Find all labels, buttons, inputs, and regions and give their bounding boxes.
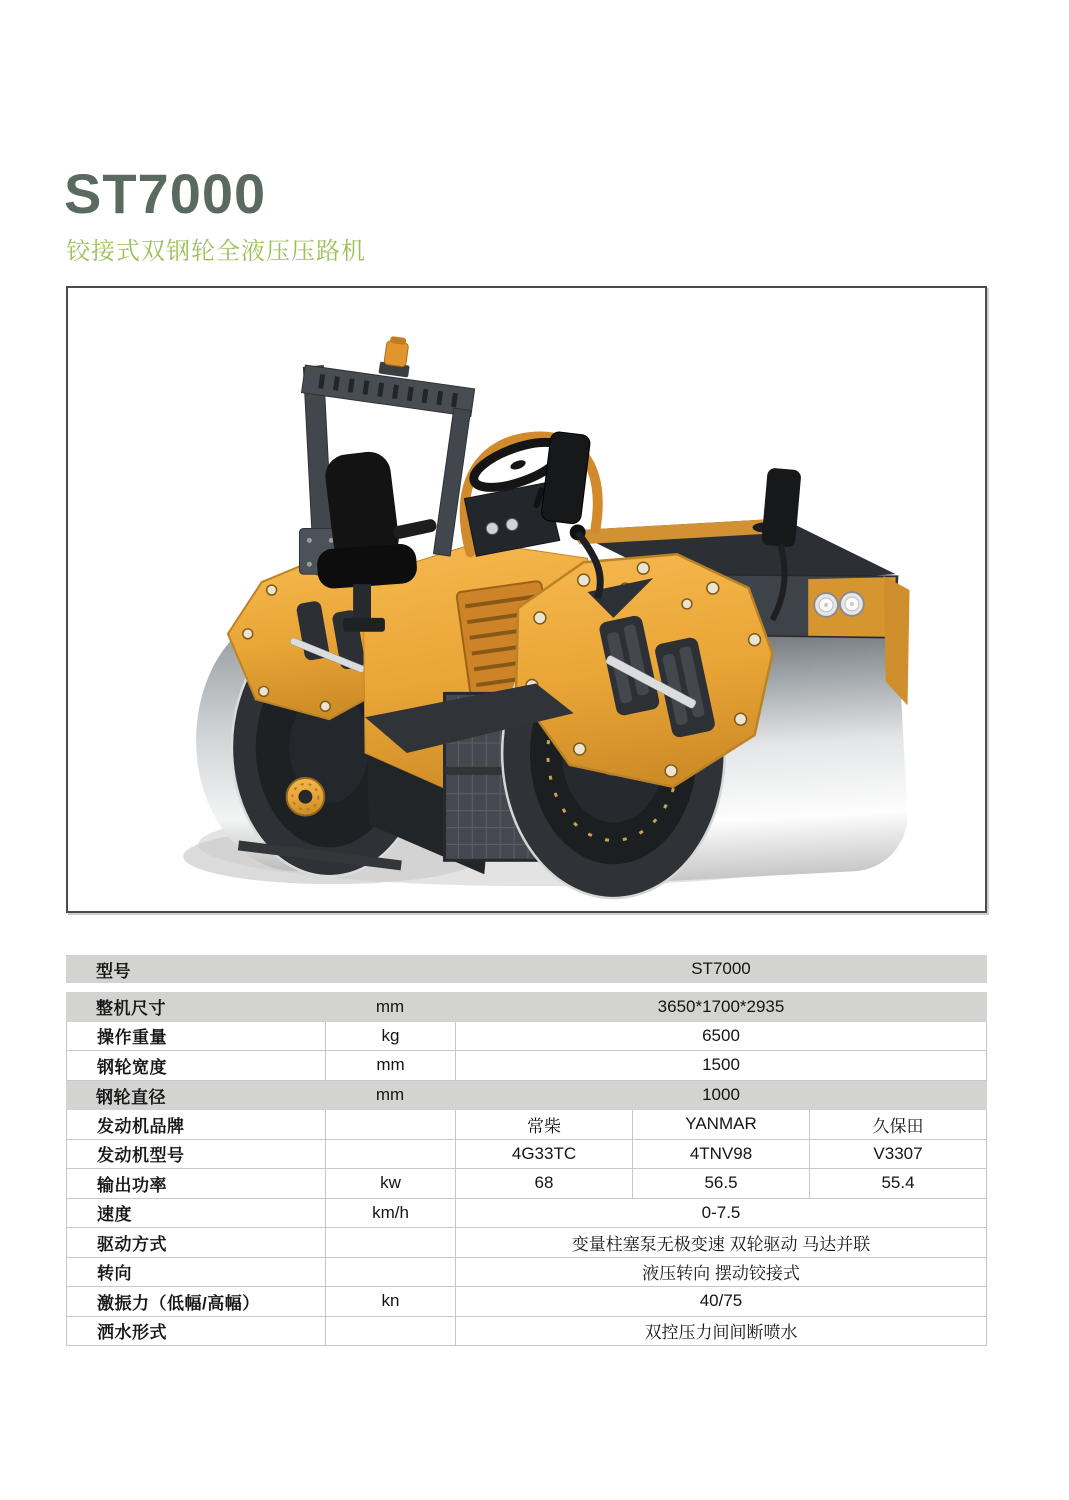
spec-value: 0-7.5 [701,1202,741,1222]
spec-value: 液压转向 摆动铰接式 [642,1264,800,1284]
spec-row-speed [66,1199,987,1229]
spec-label: 钢轮宽度 [67,1051,326,1080]
spec-label: 发动机型号 [67,1140,326,1169]
spec-value-option-2: 56.5 [633,1169,810,1198]
spec-value-option-3: 55.4 [881,1173,915,1193]
spec-value-option-3: 久保田 [872,1116,924,1136]
spec-unit [326,1140,456,1169]
spec-unit [326,1110,456,1139]
spec-unit [325,955,455,983]
spec-row-drum-width [66,1051,987,1081]
spec-value-option-2: YANMAR [633,1110,810,1139]
spec-value-option-1: 4G33TC [456,1140,633,1169]
beacon-light [384,340,409,367]
road-roller-illustration [68,288,985,911]
spec-unit: mm [375,1085,405,1105]
table-gap [66,983,987,992]
spec-value-option-2: 4TNV98 [633,1140,810,1169]
spec-value-option-1: 68 [456,1169,633,1198]
spec-value: 1500 [702,1055,740,1075]
spec-value-option-1: 常柴 [456,1110,633,1139]
spec-unit [326,1317,456,1346]
seat-cushion [316,543,418,590]
spec-label: 洒水形式 [67,1317,326,1346]
spec-unit: km/h [326,1199,456,1228]
spec-value: ST7000 [691,959,751,978]
spec-table [66,955,987,1346]
spec-label: 整机尺寸 [96,999,166,1019]
spec-value: 6500 [702,1025,740,1045]
spec-row-exciting-force [66,1287,987,1317]
spec-label: 速度 [67,1199,326,1228]
spec-unit [326,1228,456,1257]
spec-row-weight [66,1022,987,1052]
right-mirror [761,468,801,548]
spec-row-engine-brand [66,1110,987,1140]
spec-value: 变量柱塞泵无极变速 双轮驱动 马达并联 [571,1234,871,1254]
spec-label: 钢轮直径 [96,1087,166,1107]
spec-unit: kw [326,1169,456,1198]
spec-value: 双控压力间间断喷水 [644,1323,798,1343]
spec-label: 转向 [67,1258,326,1287]
spec-unit: mm [375,996,405,1016]
spec-label: 输出功率 [67,1169,326,1198]
spec-row-output-power [66,1169,987,1199]
spec-value: 40/75 [699,1291,743,1311]
spec-unit: kn [326,1287,456,1316]
spec-value-option-3: V3307 [873,1143,923,1163]
spec-row-model [66,955,987,983]
spec-unit: mm [326,1051,456,1080]
product-photo-frame [66,286,987,913]
spec-row-dimensions [66,992,987,1022]
spec-label: 发动机品牌 [67,1110,326,1139]
spec-unit: kg [326,1022,456,1051]
spec-label: 操作重量 [67,1022,326,1051]
spec-value: 1000 [702,1085,740,1105]
page-subtitle: 铰接式双钢轮全液压压路机 [66,238,366,265]
spec-row-drive-mode [66,1228,987,1258]
spec-row-steering [66,1258,987,1288]
spec-label: 型号 [96,961,131,981]
spec-row-engine-model [66,1140,987,1170]
spec-unit [326,1258,456,1287]
spec-value: 3650*1700*2935 [657,996,785,1016]
spec-label: 驱动方式 [67,1228,326,1257]
spec-row-drum-diameter [66,1081,987,1111]
spec-label: 激振力（低幅/高幅） [67,1287,326,1316]
spec-row-sprinkler [66,1317,987,1347]
page-title: ST7000 [64,162,267,225]
